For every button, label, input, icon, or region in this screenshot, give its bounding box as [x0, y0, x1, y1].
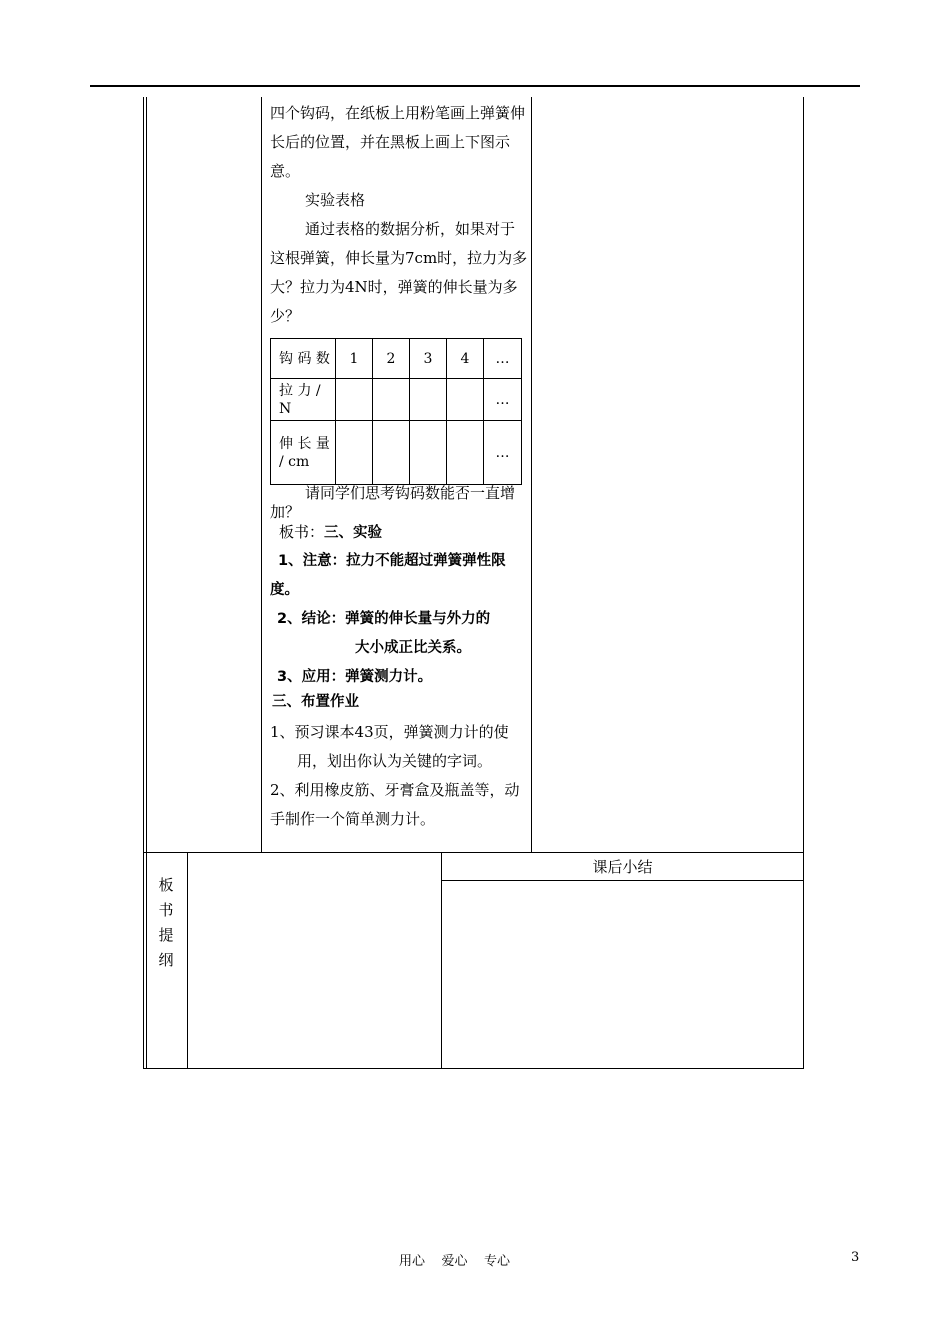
row-header-hooks: 钩 码 数: [271, 339, 336, 379]
lower-border-bottom: [143, 1068, 804, 1069]
board-title: [279, 518, 382, 548]
table-cell: [447, 421, 484, 485]
table-cell: [373, 379, 410, 421]
table-cell-ellipsis: …: [484, 379, 522, 421]
lower-col-divider-1: [187, 852, 188, 1069]
point-note: 1、注意：拉力不能超过弹簧弹性限度。: [270, 553, 506, 598]
table-col-divider-1: [261, 97, 262, 852]
homework-1-line1: 1、预习课本43页，弹簧测力计的使: [270, 723, 509, 741]
page-number: 3: [851, 1250, 860, 1265]
paragraph-think: 请同学们思考钩码数能否一直增加？: [270, 484, 516, 521]
footer-motto: 用心 爱心 专心: [399, 1254, 511, 1269]
lower-border-left: [143, 852, 144, 1069]
row-header-extension: 伸 长 量 / cm: [271, 421, 336, 485]
section-homework-title: 三、布置作业: [272, 694, 359, 710]
outline-label-char: 板: [158, 876, 174, 894]
table-border-left: [143, 97, 144, 852]
lower-border-right: [803, 852, 804, 1069]
table-cell: [410, 421, 447, 485]
point-conclusion-line2: 大小成正比关系。: [355, 640, 471, 656]
summary-header: 课后小结: [592, 858, 653, 876]
outline-label-char: 纲: [158, 951, 174, 969]
row-header-force: 拉 力 / N: [271, 379, 336, 421]
column-header: 3: [410, 339, 447, 379]
table-cell: [336, 421, 373, 485]
table-cell-ellipsis: …: [484, 421, 522, 485]
board-title-prefix: 板书：: [279, 523, 325, 541]
homework-1-line2: 用，划出你认为关键的字词。: [297, 752, 493, 770]
paragraph-table-title: 实验表格: [305, 191, 366, 209]
paragraph-hook-positions: 四个钩码，在纸板上用粉笔画上弹簧伸长后的位置，并在黑板上画上下图示意。: [270, 104, 526, 180]
table-row-divider: [143, 852, 804, 853]
outline-label: [152, 873, 180, 973]
outline-label-char: 书: [158, 901, 174, 919]
board-title-text: 三、实验: [324, 525, 383, 541]
lower-header-divider: [441, 880, 804, 881]
point-application: 3、应用：弹簧测力计。: [277, 669, 433, 685]
table-cell: [373, 421, 410, 485]
outline-label-char: 提: [158, 926, 174, 944]
lower-col-divider-2: [441, 852, 442, 1069]
homework-2: 2、利用橡皮筋、牙膏盒及瓶盖等，动手制作一个简单测力计。: [270, 781, 520, 828]
table-border-right: [803, 97, 804, 852]
lower-border-left-inner: [146, 852, 147, 1069]
table-cell: [410, 379, 447, 421]
table-border-left-inner: [146, 97, 147, 852]
table-cell: [336, 379, 373, 421]
paragraph-question: 通过表格的数据分析，如果对于这根弹簧，伸长量为7cm时，拉力为多大？拉力为4N时，弹簧的伸长量为多少？: [270, 220, 528, 325]
column-header: 1: [336, 339, 373, 379]
table-cell: [447, 379, 484, 421]
header-rule: [90, 85, 860, 87]
point-conclusion-line1: 2、结论：弹簧的伸长量与外力的: [277, 611, 491, 627]
column-header: 2: [373, 339, 410, 379]
experiment-table: [270, 338, 522, 485]
column-header: …: [484, 339, 522, 379]
column-header: 4: [447, 339, 484, 379]
